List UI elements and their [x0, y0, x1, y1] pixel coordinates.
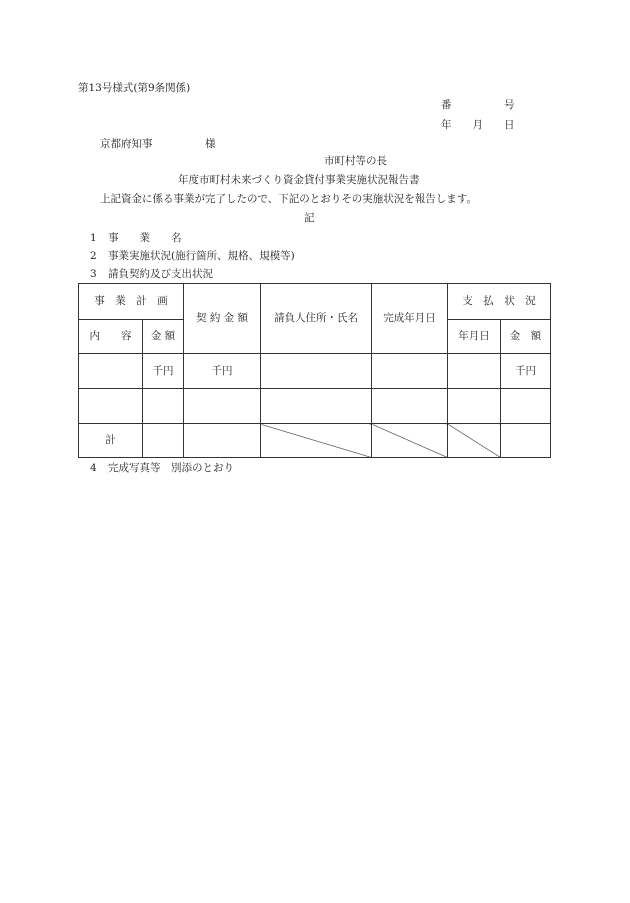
item-4 — [90, 462, 234, 475]
payment-amount-header: 金 額 — [501, 320, 551, 354]
table-row — [79, 389, 551, 424]
diagonal-cell — [448, 424, 501, 458]
cell — [184, 389, 261, 424]
unit-label: 千円 — [143, 354, 184, 389]
cell — [448, 389, 501, 424]
cell — [261, 389, 372, 424]
document-date-label: 年 月 日 — [441, 119, 515, 131]
payment-header: 支 払 状 況 — [448, 284, 551, 320]
cell — [372, 389, 448, 424]
cell — [261, 354, 372, 389]
diagonal-cell — [261, 424, 372, 458]
diagonal-cell — [372, 424, 448, 458]
cell — [372, 354, 448, 389]
cell — [79, 354, 143, 389]
cell — [501, 389, 551, 424]
total-row — [79, 424, 551, 458]
item-label: 事業実施状況(施行箇所、規格、規模等) — [108, 250, 295, 262]
cell — [143, 424, 184, 458]
total-label: 計 — [79, 424, 143, 458]
report-title: 年度市町村未来づくり資金貸付事業実施状況報告書 — [178, 174, 420, 186]
item-2 — [90, 250, 295, 263]
amount-header: 金 額 — [143, 320, 184, 354]
item-label: 完成写真等 別添のとおり — [108, 462, 234, 474]
addressee: 京都府知事 様 — [100, 138, 216, 150]
cell — [448, 354, 501, 389]
unit-label: 千円 — [184, 354, 261, 389]
completion-date-header: 完成年月日 — [372, 284, 448, 354]
cell — [184, 424, 261, 458]
table-row — [79, 354, 551, 389]
item-number: 1 — [90, 232, 97, 244]
item-label: 請負契約及び支出状況 — [108, 268, 213, 280]
contract-expenditure-table — [78, 283, 551, 458]
contractor-header: 請負人住所・氏名 — [261, 284, 372, 354]
content-header: 内 容 — [79, 320, 143, 354]
payment-date-header: 年月日 — [448, 320, 501, 354]
item-1 — [90, 232, 182, 245]
item-number: 2 — [90, 250, 97, 262]
intro-text: 上記資金に係る事業が完了したので、下記のとおりその実施状況を報告します。 — [100, 193, 477, 205]
item-number: 3 — [90, 268, 97, 280]
table-header-row — [79, 284, 551, 320]
item-label: 事 業 名 — [108, 232, 182, 244]
contract-amount-header: 契 約 金 額 — [184, 284, 261, 354]
ki-mark: 記 — [304, 212, 315, 224]
item-number: 4 — [90, 462, 97, 474]
cell — [501, 424, 551, 458]
form-number: 第13号様式(第9条関係) — [78, 82, 191, 94]
cell — [79, 389, 143, 424]
document-number-label: 番 号 — [441, 99, 515, 111]
cell — [143, 389, 184, 424]
unit-label: 千円 — [501, 354, 551, 389]
sender: 市町村等の長 — [324, 155, 387, 167]
item-3 — [90, 268, 213, 281]
plan-header: 事 業 計 画 — [79, 284, 184, 320]
